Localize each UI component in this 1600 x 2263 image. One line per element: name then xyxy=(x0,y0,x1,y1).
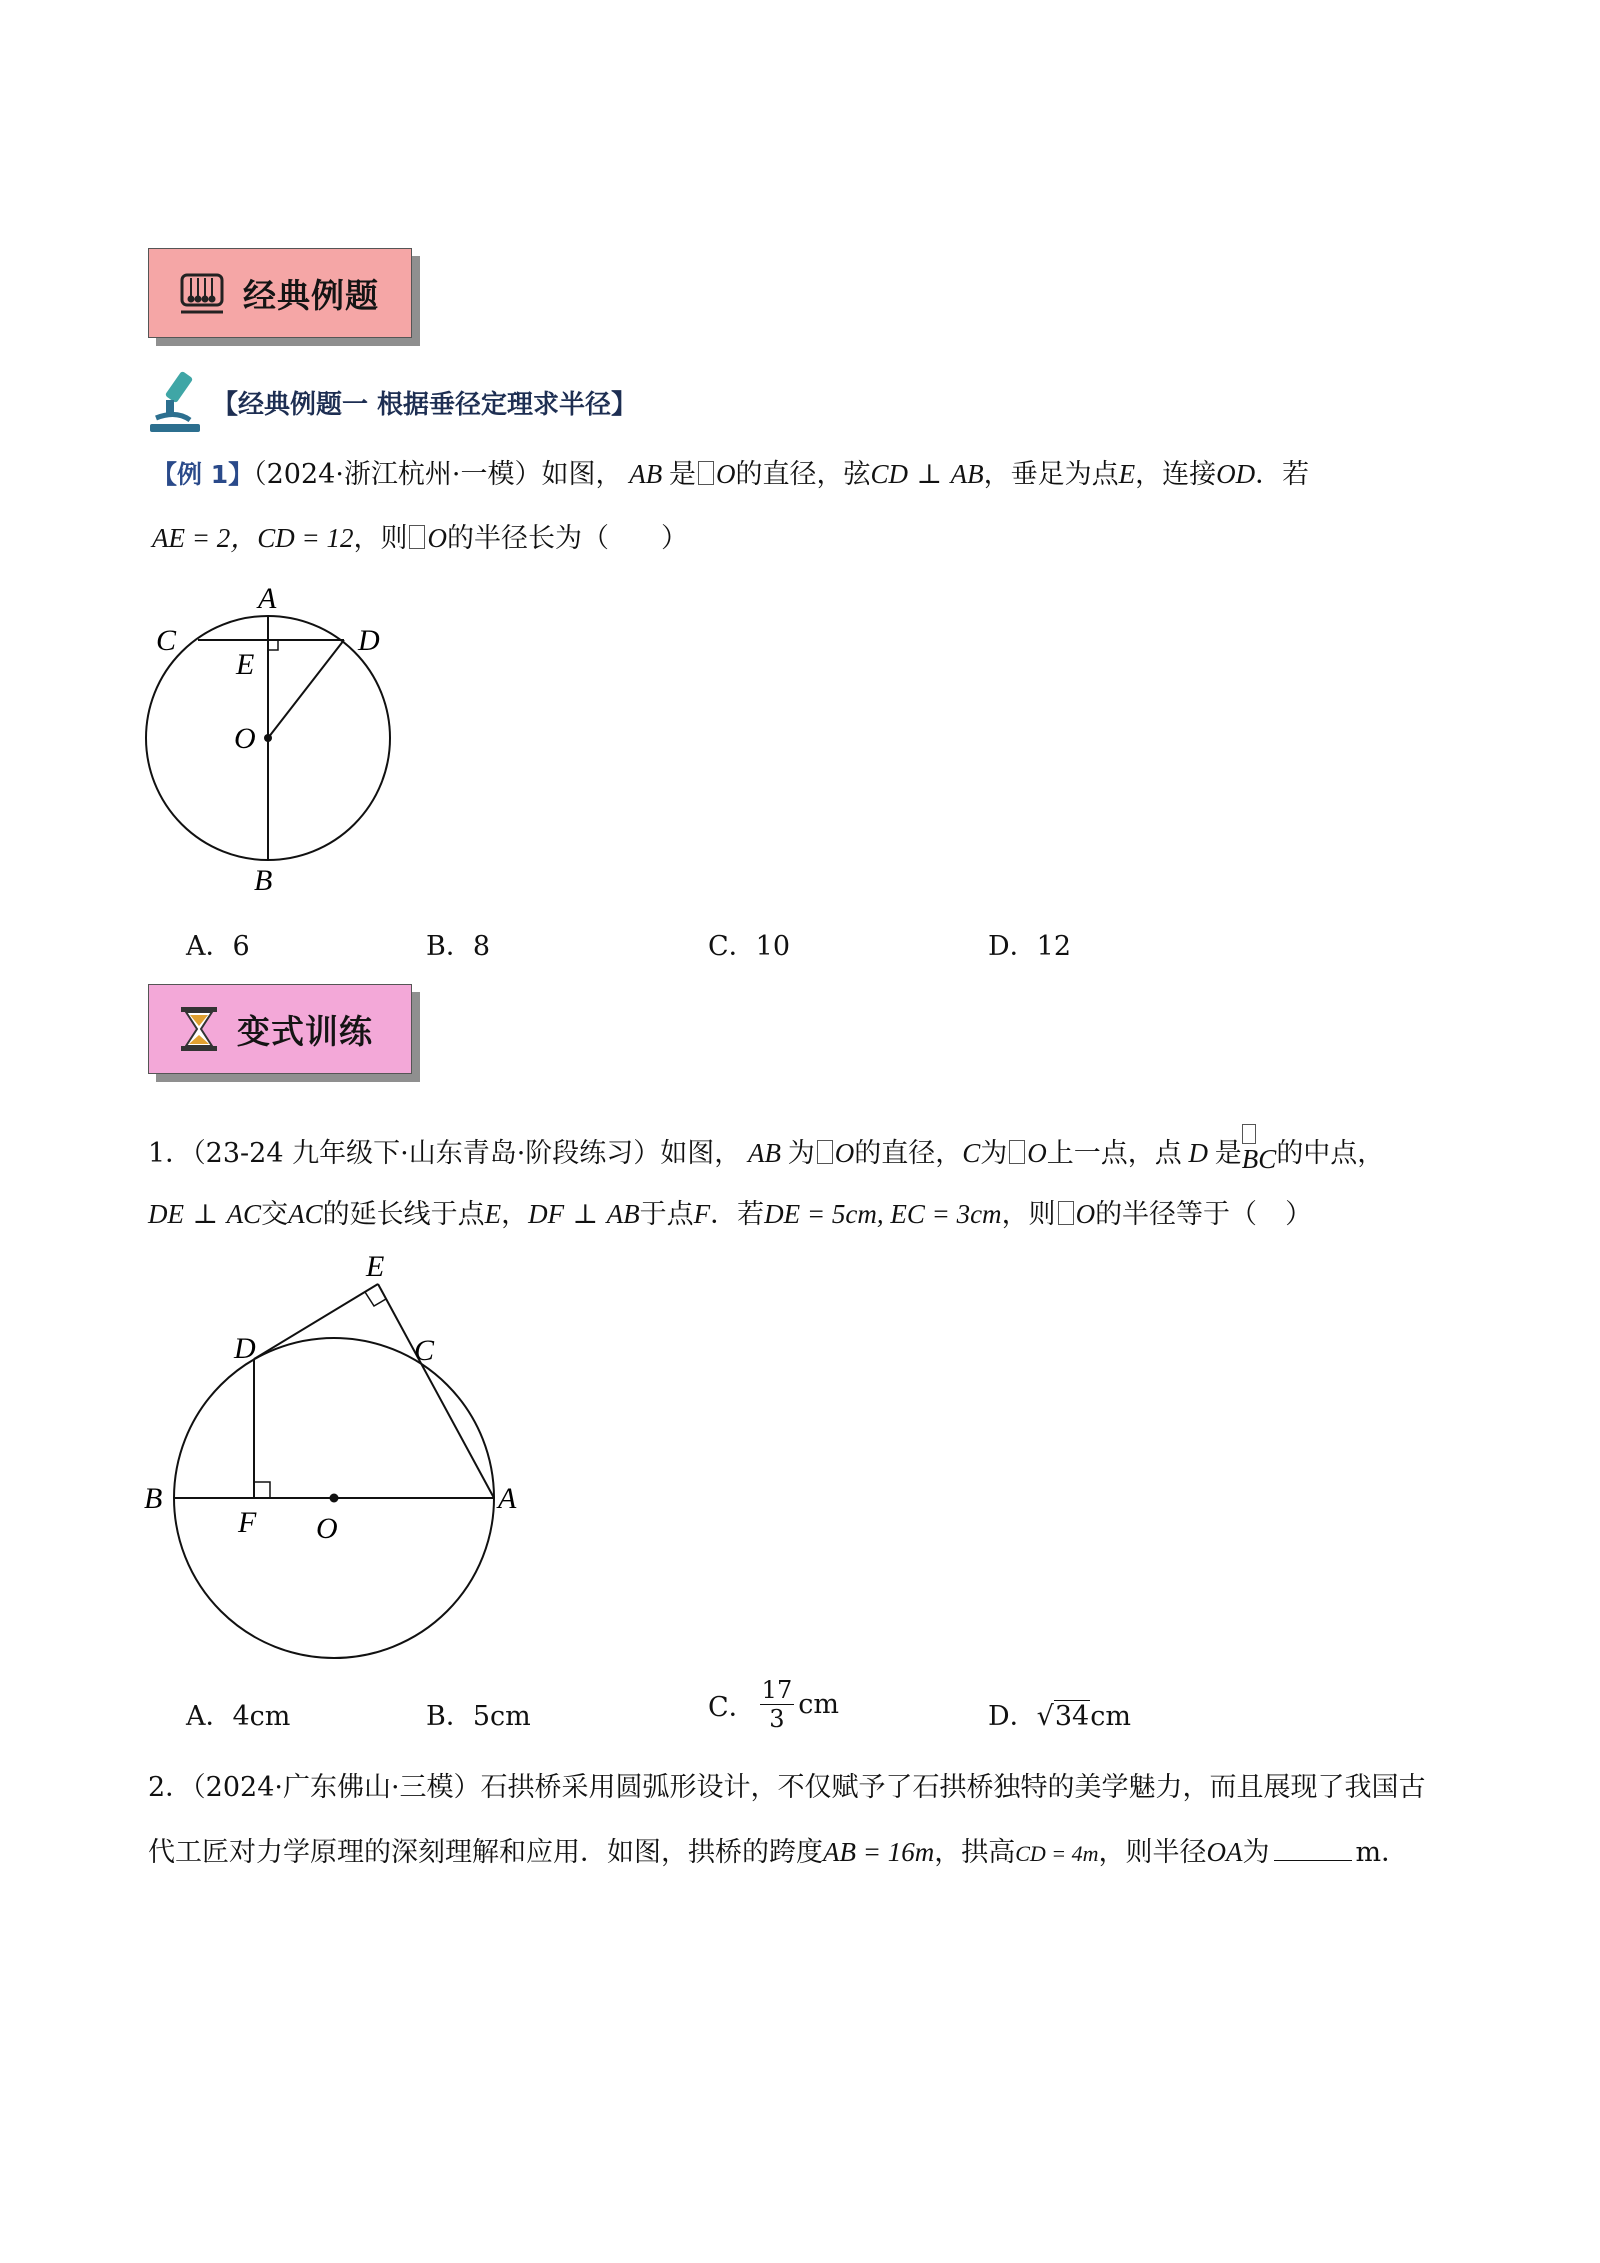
missing-glyph-icon xyxy=(1058,1201,1074,1225)
option-b[interactable]: B．5cm xyxy=(426,1701,531,1732)
option-b[interactable]: B．8 xyxy=(426,931,491,962)
missing-glyph-icon xyxy=(409,525,425,549)
label-F: F xyxy=(238,1506,257,1539)
banner-label: 经典例题 xyxy=(243,275,379,315)
label-O: O xyxy=(234,722,256,755)
missing-glyph-icon xyxy=(1009,1140,1025,1164)
exercise1-line2: DE ⊥ AC交AC的延长线于点E，DF ⊥ AB于点F．若DE = 5cm, EC = 3cm，则 O的半径等于（ ） xyxy=(148,1199,1313,1230)
right-angle-mark xyxy=(268,640,278,650)
option-a[interactable]: A．6 xyxy=(186,931,250,962)
example-tag: 【例 1】 xyxy=(152,460,254,489)
right-angle-f xyxy=(254,1482,270,1498)
exercise1-line1: 1．（23-24 九年级下·山东青岛·阶段练习）如图， AB 为 O的直径，C为 O上一点，点 D 是BC的中点， xyxy=(148,1124,1384,1177)
option-d[interactable]: D．√34cm xyxy=(988,1701,1131,1732)
label-B: B xyxy=(144,1482,163,1515)
option-d[interactable]: D．12 xyxy=(988,931,1072,962)
cradle-icon xyxy=(179,270,225,316)
arc-glyph-icon xyxy=(1242,1124,1256,1144)
label-O: O xyxy=(316,1512,338,1545)
banner-label: 变式训练 xyxy=(237,1011,373,1051)
figure-example1 xyxy=(130,578,410,898)
label-D: D xyxy=(358,624,380,657)
exercise2-line1: 2．（2024·广东佛山·三模）石拱桥采用圆弧形设计，不仅赋予了石拱桥独特的美学魅力，而且展现了我国古 xyxy=(148,1772,1426,1803)
label-D: D xyxy=(234,1332,256,1365)
option-a[interactable]: A．4cm xyxy=(186,1701,291,1732)
option-c[interactable]: C． $\frac{17}{3}$ cm xyxy=(708,1676,839,1733)
example1-line1: 【例 1】（2024·浙江杭州·一模）如图， AB 是 O的直径，弦CD ⊥ AB，垂足为点E，连接OD．若 xyxy=(152,459,1310,490)
segment-od xyxy=(268,640,344,738)
label-E: E xyxy=(236,648,255,681)
answer-blank[interactable] xyxy=(1274,1834,1352,1861)
label-A: A xyxy=(498,1482,517,1515)
banner-variant-training xyxy=(148,984,412,1074)
exercise2-line2: 代工匠对力学原理的深刻理解和应用．如图，拱桥的跨度AB = 16m，拱高CD = 4m，则半径OA为 m． xyxy=(148,1834,1408,1872)
microscope-icon xyxy=(146,370,204,434)
missing-glyph-icon xyxy=(817,1140,833,1164)
fraction: $\frac{17}{3}$ xyxy=(761,1676,793,1733)
example-source: （2024·浙江杭州·一模）如图， xyxy=(253,459,623,490)
label-A: A xyxy=(258,582,277,615)
center-dot xyxy=(264,734,272,742)
segment-ea xyxy=(378,1284,494,1498)
example1-line2: AE = 2，CD = 12，则 O的半径长为（ ） xyxy=(152,523,688,554)
label-C: C xyxy=(156,624,177,657)
label-C: C xyxy=(414,1334,435,1367)
section-title: 【经典例题一 根据垂径定理求半径】 xyxy=(212,390,638,420)
sqrt-symbol: √34 xyxy=(1036,1701,1090,1732)
option-c[interactable]: C．10 xyxy=(708,931,791,962)
banner-classic-examples xyxy=(148,248,412,338)
label-E: E xyxy=(366,1256,385,1283)
hourglass-icon xyxy=(179,1005,219,1053)
missing-glyph-icon xyxy=(698,461,714,485)
center-dot xyxy=(330,1494,339,1503)
segment-de xyxy=(254,1284,378,1359)
label-B: B xyxy=(254,864,273,897)
figure-exercise1 xyxy=(130,1256,540,1676)
